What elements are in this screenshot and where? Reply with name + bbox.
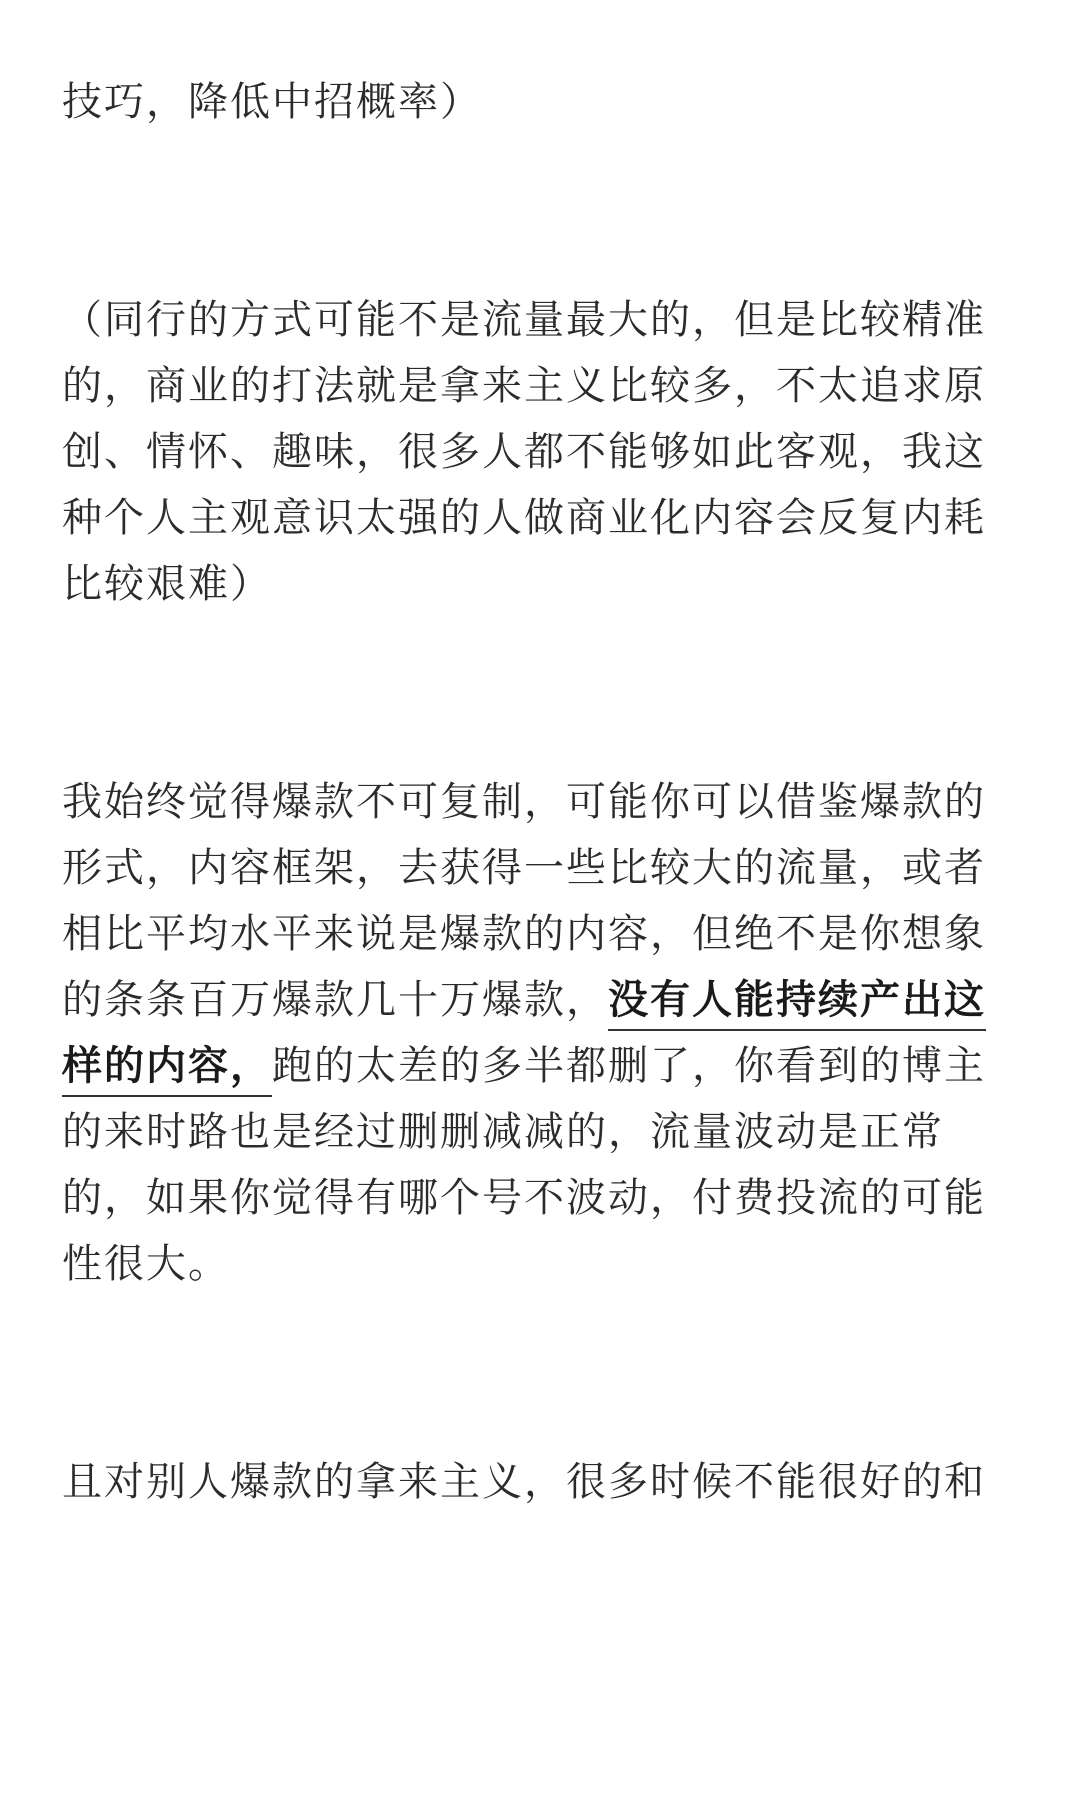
paragraph-line: （同行的方式可能不是流量最大的，但是比较精准 xyxy=(62,297,986,343)
paragraph-line: 相比平均水平来说是爆款的内容，但绝不是你想象 xyxy=(62,911,986,957)
paragraph-line: 种个人主观意识太强的人做商业化内容会反复内耗 xyxy=(62,495,986,541)
emphasis-text: 样的内容， xyxy=(62,1043,272,1097)
paragraph-line: 性很大。 xyxy=(62,1241,230,1287)
paragraph-line xyxy=(62,976,986,1024)
paragraph-text: 跑的太差的多半都删了，你看到的博主 xyxy=(272,1043,986,1089)
paragraph-line: 比较艰难） xyxy=(62,561,272,607)
paragraph-line: 且对别人爆款的拿来主义，很多时候不能很好的和 xyxy=(62,1459,986,1505)
paragraph-line: 形式，内容框架，去获得一些比较大的流量，或者 xyxy=(62,845,986,891)
emphasis-text: 没有人能持续产出这 xyxy=(608,977,986,1031)
paragraph-line: 技巧，降低中招概率） xyxy=(62,79,482,125)
paragraph-line: 的，如果你觉得有哪个号不波动，付费投流的可能 xyxy=(62,1175,986,1221)
paragraph-line: 创、情怀、趣味，很多人都不能够如此客观，我这 xyxy=(62,429,986,475)
paragraph-line xyxy=(62,1042,986,1090)
paragraph-line: 的来时路也是经过删删减减的，流量波动是正常 xyxy=(62,1109,944,1155)
paragraph-text: 的条条百万爆款几十万爆款， xyxy=(62,977,608,1023)
paragraph-line: 我始终觉得爆款不可复制，可能你可以借鉴爆款的 xyxy=(62,779,986,825)
paragraph-line: 的，商业的打法就是拿来主义比较多，不太追求原 xyxy=(62,363,986,409)
